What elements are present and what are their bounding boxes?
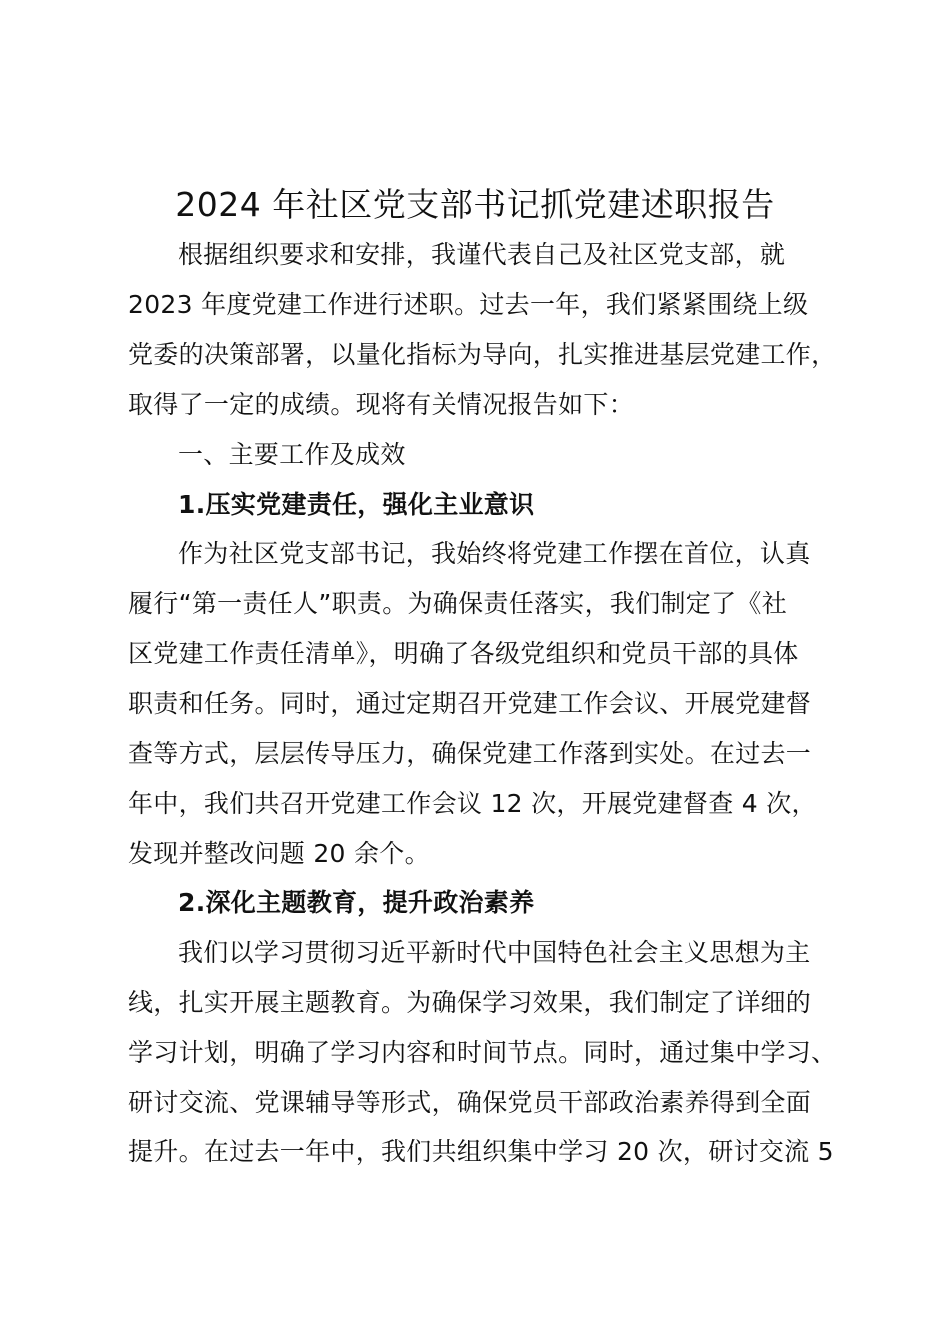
section-heading: 一、主要工作及成效 [178,440,406,469]
paragraph-line: 学习计划，明确了学习内容和时间节点。同时，通过集中学习、 [128,1038,837,1067]
paragraph-line: 发现并整改问题 20 余个。 [128,839,430,868]
paragraph-line: 年中，我们共召开党建工作会议 12 次，开展党建督查 4 次， [128,789,817,818]
paragraph-line: 根据组织要求和安排，我谨代表自己及社区党支部，就 [178,240,786,269]
paragraph-line: 线，扎实开展主题教育。为确保学习效果，我们制定了详细的 [128,988,812,1017]
paragraph-line: 党委的决策部署，以量化指标为导向，扎实推进基层党建工作， [128,340,837,369]
paragraph-line: 研讨交流、党课辅导等形式，确保党员干部政治素养得到全面 [128,1088,812,1117]
paragraph-line: 2023 年度党建工作进行述职。过去一年，我们紧紧围绕上级 [128,290,809,319]
subsection-heading: 1.压实党建责任，强化主业意识 [178,490,535,519]
paragraph-line: 我们以学习贯彻习近平新时代中国特色社会主义思想为主 [178,938,811,967]
paragraph-line: 区党建工作责任清单》，明确了各级党组织和党员干部的具体 [128,639,799,668]
document-title: 2024 年社区党支部书记抓党建述职报告 [175,185,775,224]
paragraph-line: 提升。在过去一年中，我们共组织集中学习 20 次，研讨交流 5 [128,1137,834,1166]
paragraph-line: 职责和任务。同时，通过定期召开党建工作会议、开展党建督 [128,689,812,718]
paragraph-line: 取得了一定的成绩。现将有关情况报告如下： [128,390,635,419]
paragraph-line: 履行“第一责任人”职责。为确保责任落实，我们制定了《社 [128,589,788,618]
paragraph-line: 作为社区党支部书记，我始终将党建工作摆在首位，认真 [178,539,811,568]
subsection-heading: 2.深化主题教育，提升政治素养 [178,888,535,917]
paragraph-line: 查等方式，层层传导压力，确保党建工作落到实处。在过去一 [128,739,812,768]
